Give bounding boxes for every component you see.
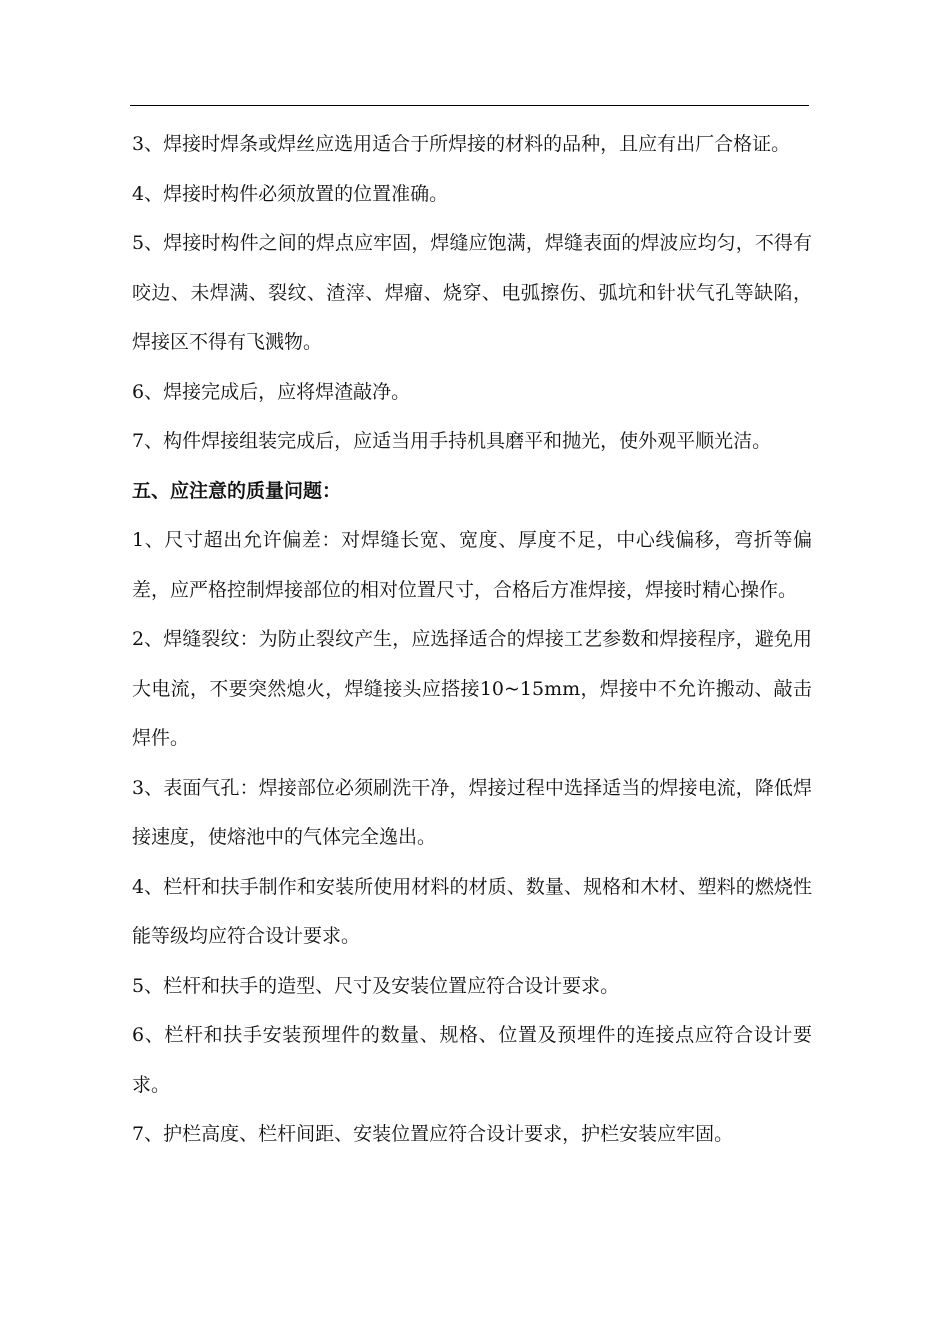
paragraph-dimension-deviation: 1、尺寸超出允许偏差：对焊缝长宽、宽度、厚度不足，中心线偏移，弯折等偏差，应严格控制焊接部位的相对位置尺寸，合格后方准焊接，焊接时精心操作。 — [132, 529, 812, 601]
paragraph-slag-cleaning: 6、焊接完成后，应将焊渣敲净。 — [132, 380, 411, 403]
paragraph-weld-rod-requirement: 3、焊接时焊条或焊丝应选用适合于所焊接的材料的品种，且应有出厂合格证。 — [132, 133, 791, 155]
paragraph-component-position: 4、焊接时构件必须放置的位置准确。 — [132, 182, 449, 205]
paragraph-surface-porosity: 3、表面气孔：焊接部位必须刷洗干净，焊接过程中选择适当的焊接电流，降低焊接速度，使熔池中的气体完全逸出。 — [132, 776, 812, 848]
paragraph-guardrail-height: 7、护栏高度、栏杆间距、安装位置应符合设计要求，护栏安装应牢固。 — [132, 1123, 734, 1145]
paragraph-weld-cracks: 2、焊缝裂纹：为防止裂纹产生，应选择适合的焊接工艺参数和焊接程序，避免用大电流，不要突然熄火，焊缝接头应搭接10~15mm，焊接中不允许搬动、敲击焊件。 — [132, 628, 812, 749]
section-heading-quality-issues: 五、应注意的质量问题： — [132, 479, 342, 502]
paragraph-weld-quality: 5、焊接时构件之间的焊点应牢固，焊缝应饱满，焊缝表面的焊波应均匀，不得有咬边、未焊满、裂纹、渣滓、焊瘤、烧穿、电弧擦伤、弧坑和针状气孔等缺陷，焊接区不得有飞溅物。 — [132, 232, 812, 353]
header-rule — [130, 105, 809, 106]
paragraph-polishing: 7、构件焊接组装完成后，应适当用手持机具磨平和抛光，使外观平顺光洁。 — [132, 430, 772, 452]
paragraph-embedded-parts: 6、栏杆和扶手安装预埋件的数量、规格、位置及预埋件的连接点应符合设计要求。 — [132, 1024, 812, 1096]
paragraph-railing-materials: 4、栏杆和扶手制作和安装所使用材料的材质、数量、规格和木材、塑料的燃烧性能等级均应符合设计要求。 — [132, 875, 812, 947]
paragraph-railing-shape: 5、栏杆和扶手的造型、尺寸及安装位置应符合设计要求。 — [132, 974, 620, 997]
document-body — [132, 120, 812, 1160]
